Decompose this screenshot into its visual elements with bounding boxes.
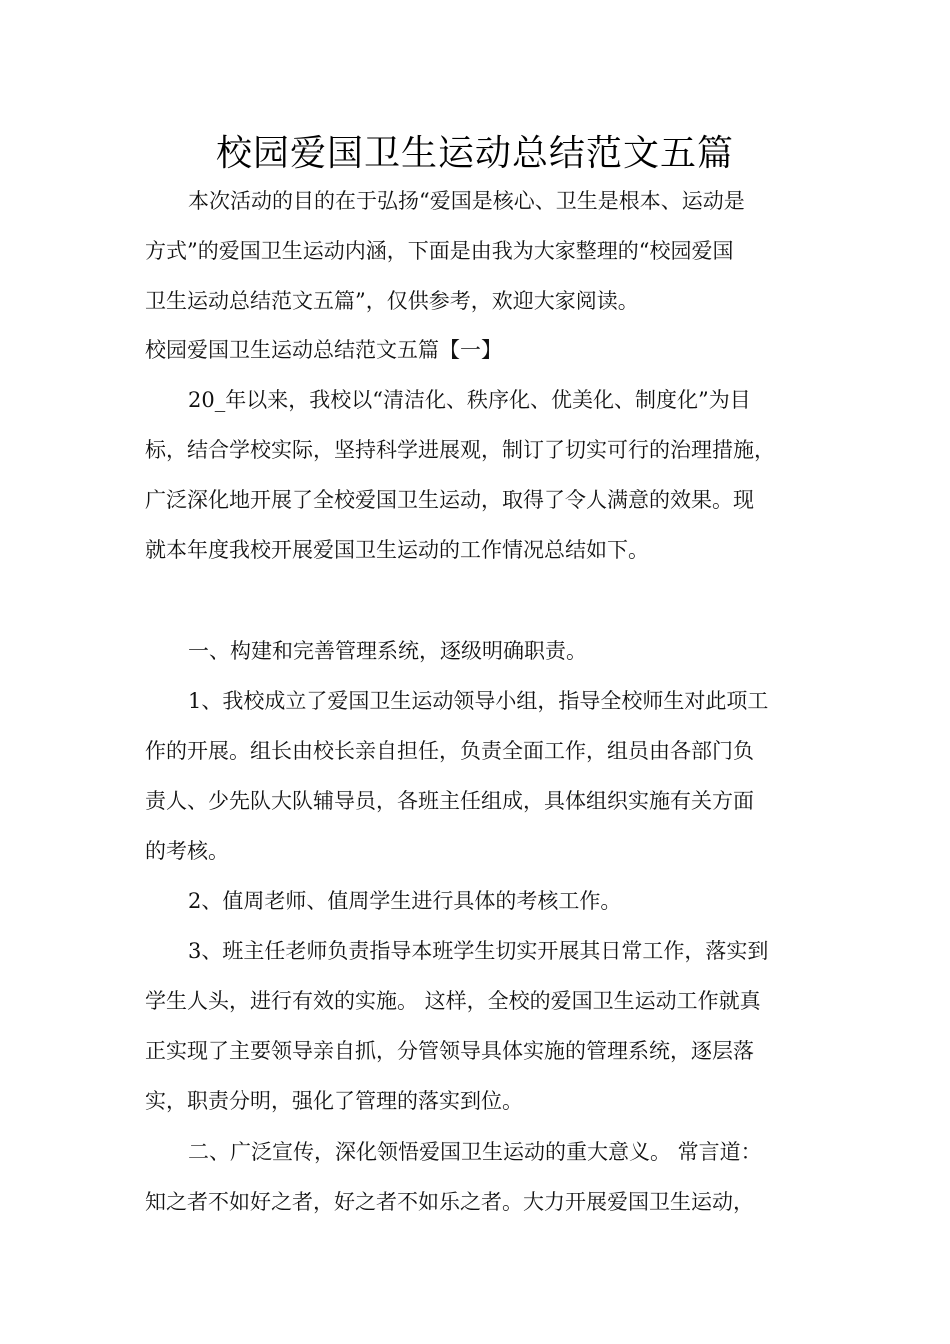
- paragraph-line: 就本年度我校开展爱国卫生运动的工作情况总结如下。: [145, 538, 649, 562]
- paragraph-line: 广泛深化地开展了全校爱国卫生运动，取得了令人满意的效果。现: [145, 488, 754, 512]
- intro-line-2: 方式”的爱国卫生运动内涵，下面是由我为大家整理的“校园爱国: [145, 239, 734, 263]
- document-title: 校园爱国卫生运动总结范文五篇: [215, 133, 734, 174]
- paragraph-line: 2、值周老师、值周学生进行具体的考核工作。: [188, 889, 622, 913]
- subheading-2: 二、广泛宣传，深化领悟爱国卫生运动的重大意义。 常言道：: [188, 1140, 762, 1164]
- intro-line-1: 本次活动的目的在于弘扬“爱国是核心、卫生是根本、运动是: [188, 189, 745, 213]
- paragraph-line: 作的开展。组长由校长亲自担任，负责全面工作，组员由各部门负: [145, 739, 754, 763]
- paragraph-line: 标，结合学校实际，坚持科学进展观，制订了切实可行的治理措施，: [145, 438, 775, 462]
- paragraph-line: 正实现了主要领导亲自抓，分管领导具体实施的管理系统，逐层落: [145, 1039, 754, 1063]
- paragraph-line: 实，职责分明，强化了管理的落实到位。: [145, 1089, 523, 1113]
- paragraph-line: 知之者不如好之者，好之者不如乐之者。大力开展爱国卫生运动，: [145, 1190, 754, 1214]
- subheading-1: 一、构建和完善管理系统，逐级明确职责。: [188, 639, 587, 663]
- paragraph-line: 的考核。: [145, 839, 229, 863]
- paragraph-line: 3、班主任老师负责指导本班学生切实开展其日常工作，落实到: [188, 939, 769, 963]
- section-heading-1: 校园爱国卫生运动总结范文五篇【一】: [145, 338, 502, 362]
- paragraph-line: 1、我校成立了爱国卫生运动领导小组，指导全校师生对此项工: [188, 689, 769, 713]
- paragraph-line: 学生人头，进行有效的实施。 这样，全校的爱国卫生运动工作就真: [145, 989, 761, 1013]
- intro-line-3: 卫生运动总结范文五篇”，仅供参考，欢迎大家阅读。: [145, 289, 639, 313]
- paragraph-line: 责人、少先队大队辅导员，各班主任组成，具体组织实施有关方面: [145, 789, 754, 813]
- paragraph-line: 20_年以来，我校以“清洁化、秩序化、优美化、制度化”为目: [188, 388, 751, 412]
